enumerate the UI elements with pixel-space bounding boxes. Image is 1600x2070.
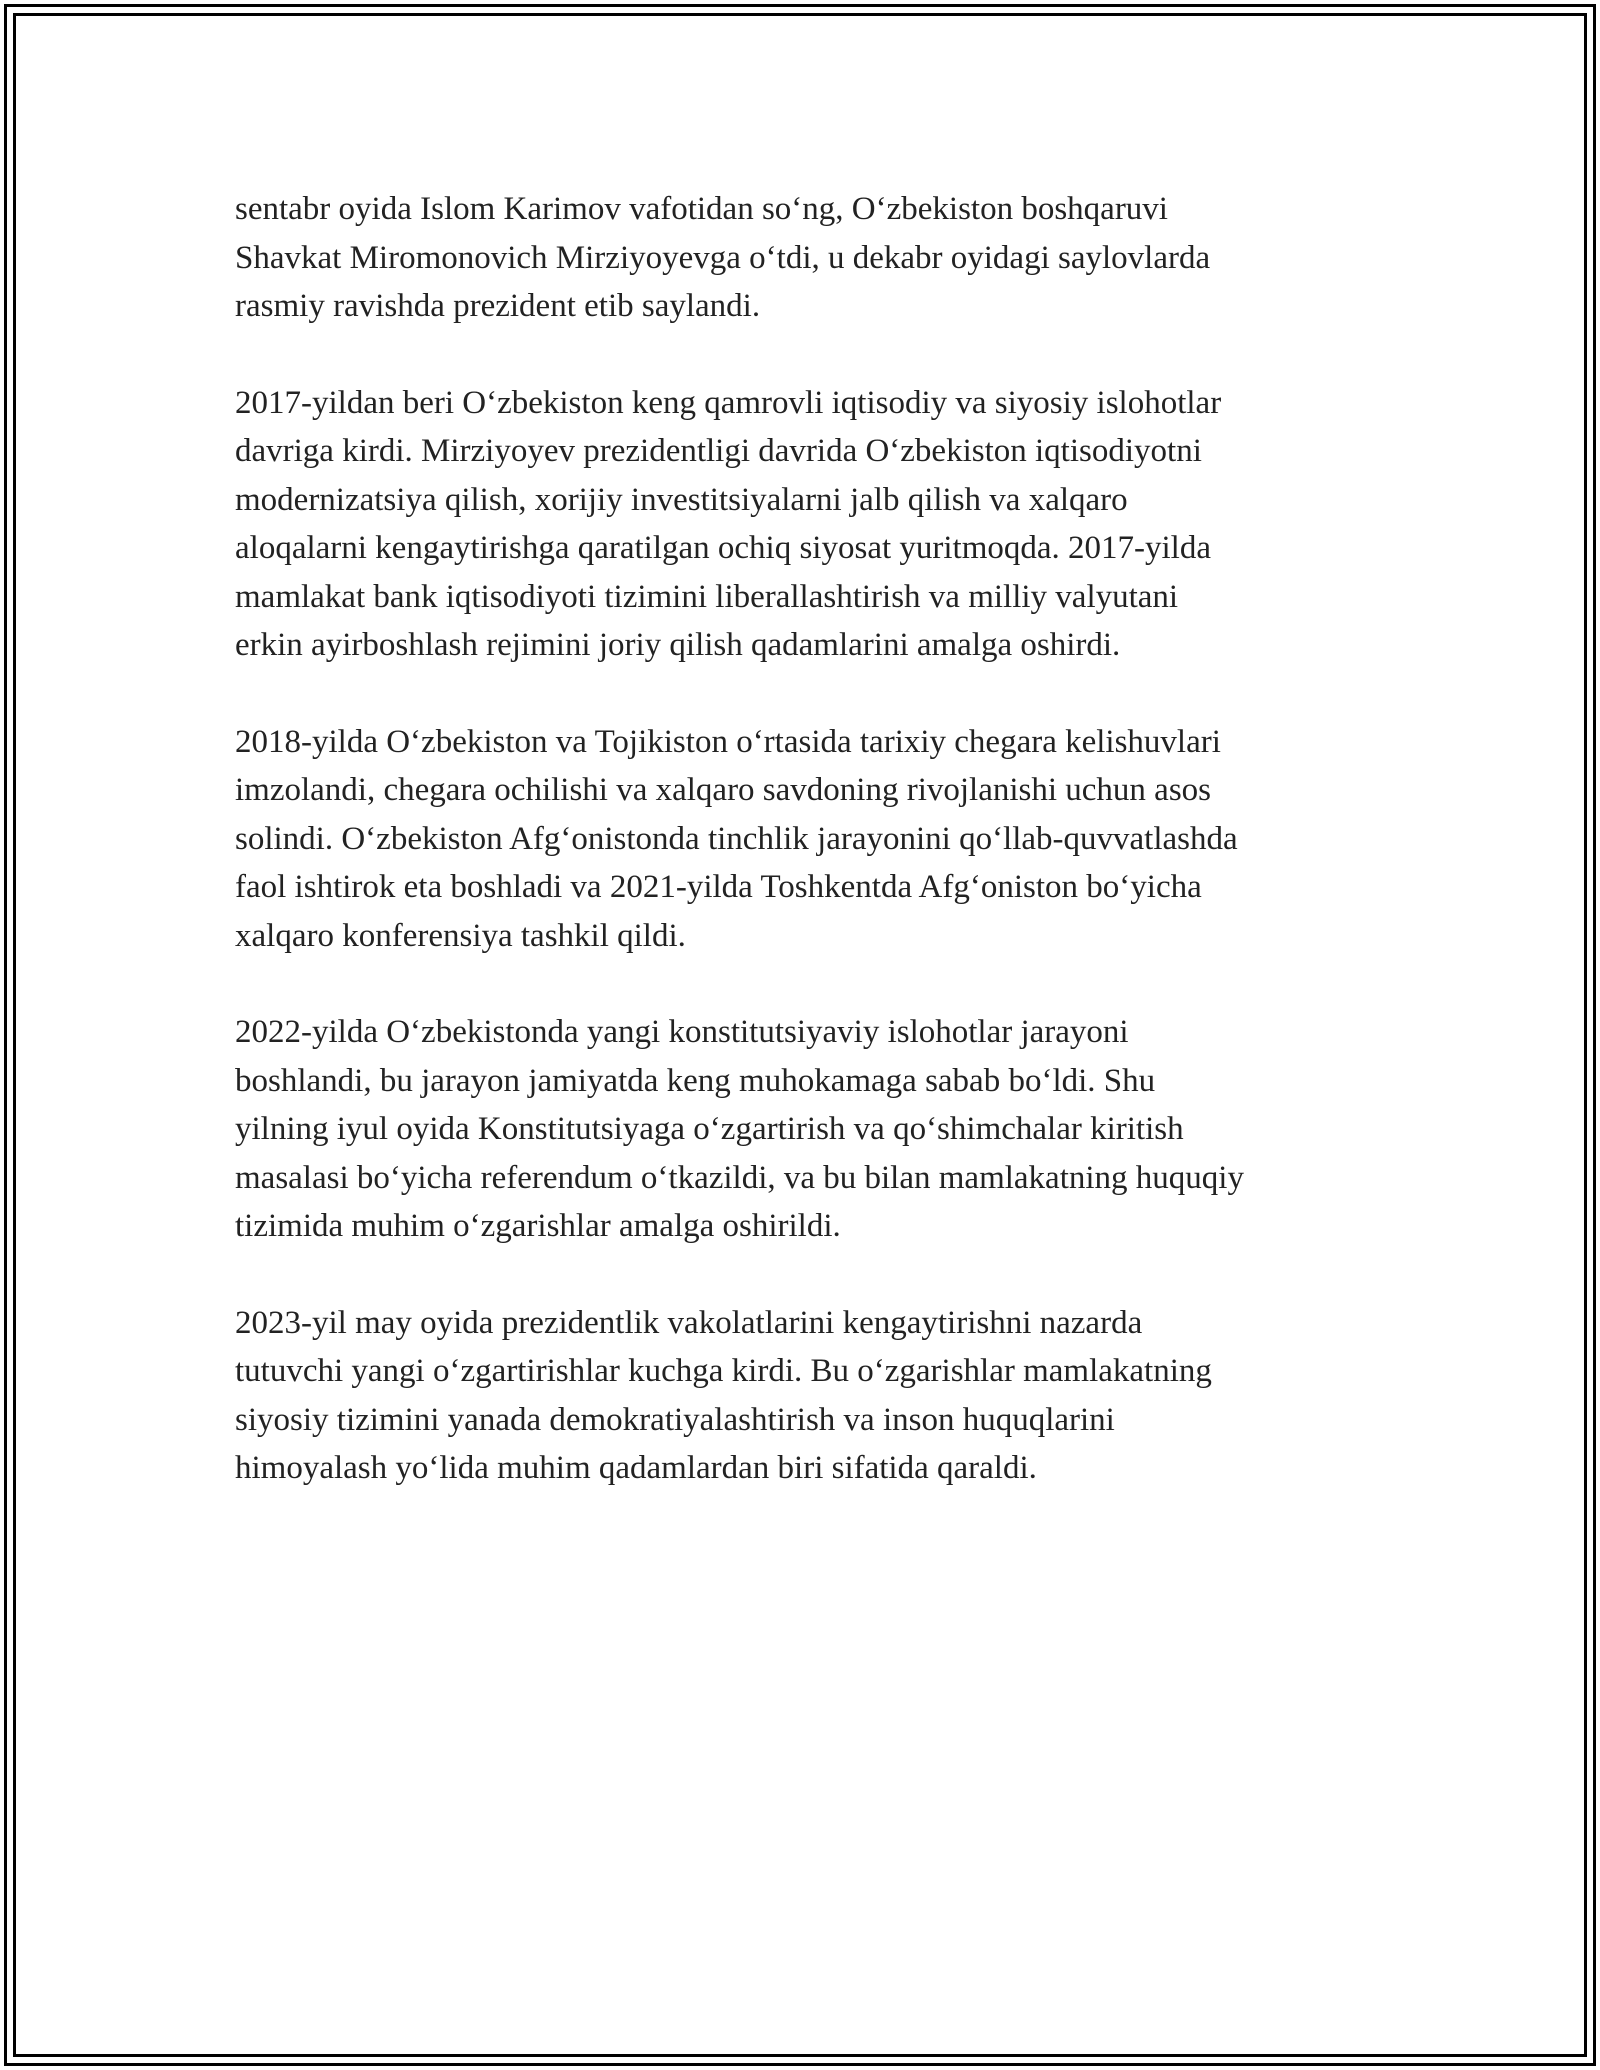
document-body (235, 185, 1385, 1541)
text-line: masalasi bo‘yicha referendum o‘tkazildi, va bu bilan mamlakatning huquqiy (235, 1159, 1244, 1196)
text-line: tizimida muhim o‘zgarishlar amalga oshirildi. (235, 1208, 841, 1244)
text-line: solindi. O‘zbekiston Afg‘onistonda tinchlik jarayonini qo‘llab-quvvatlashda (235, 820, 1238, 857)
text-line: 2022-yilda O‘zbekistonda yangi konstitutsiyaviy islohotlar jarayoni (235, 1014, 1129, 1050)
text-line: rasmiy ravishda prezident etib saylandi. (235, 288, 761, 324)
paragraph-3 (235, 718, 1385, 961)
text-line: imzolandi, chegara ochilishi va xalqaro savdoning rivojlanishi uchun asos (235, 772, 1212, 808)
text-line: boshlandi, bu jarayon jamiyatda keng muhokamaga sabab bo‘ldi. Shu (235, 1062, 1156, 1099)
text-line: aloqalarni kengaytirishga qaratilgan ochiq siyosat yuritmoqda. 2017-yilda (235, 530, 1211, 566)
text-line: mamlakat bank iqtisodiyoti tizimini liberallashtirish va milliy valyutani (235, 578, 1179, 615)
paragraph-4 (235, 1008, 1385, 1251)
text-line: siyosiy tizimini yanada demokratiyalashtirish va inson huquqlarini (235, 1401, 1115, 1438)
text-line: tutuvchi yangi o‘zgartirishlar kuchga kirdi. Bu o‘zgarishlar mamlakatning (235, 1353, 1212, 1389)
text-line: yilning iyul oyida Konstitutsiyaga o‘zgartirish va qo‘shimchalar kiritish (235, 1111, 1184, 1147)
text-line: erkin ayirboshlash rejimini joriy qilish qadamlarini amalga oshirdi. (235, 627, 1121, 663)
text-line: xalqaro konferensiya tashkil qildi. (235, 917, 686, 954)
text-line: faol ishtirok eta boshladi va 2021-yilda Toshkentda Afg‘oniston bo‘yicha (235, 869, 1202, 905)
paragraph-1 (235, 185, 1385, 331)
text-line: himoyalash yo‘lida muhim qadamlardan biri sifatida qaraldi. (235, 1450, 1037, 1486)
text-line: sentabr oyida Islom Karimov vafotidan so‘ng, O‘zbekiston boshqaruvi (235, 191, 1168, 227)
text-line: modernizatsiya qilish, xorijiy investitsiyalarni jalb qilish va xalqaro (235, 481, 1128, 518)
text-line: 2018-yilda O‘zbekiston va Tojikiston o‘rtasida tarixiy chegara kelishuvlari (235, 723, 1221, 760)
text-line: 2017-yildan beri O‘zbekiston keng qamrovli iqtisodiy va siyosiy islohotlar (235, 384, 1222, 421)
paragraph-2 (235, 379, 1385, 670)
text-line: Shavkat Miromonovich Mirziyoyevga o‘tdi, u dekabr oyidagi saylovlarda (235, 239, 1211, 276)
text-line: davriga kirdi. Mirziyoyev prezidentligi davrida O‘zbekiston iqtisodiyotni (235, 433, 1202, 469)
text-line: 2023-yil may oyida prezidentlik vakolatlarini kengaytirishni nazarda (235, 1304, 1143, 1341)
paragraph-5 (235, 1299, 1385, 1493)
